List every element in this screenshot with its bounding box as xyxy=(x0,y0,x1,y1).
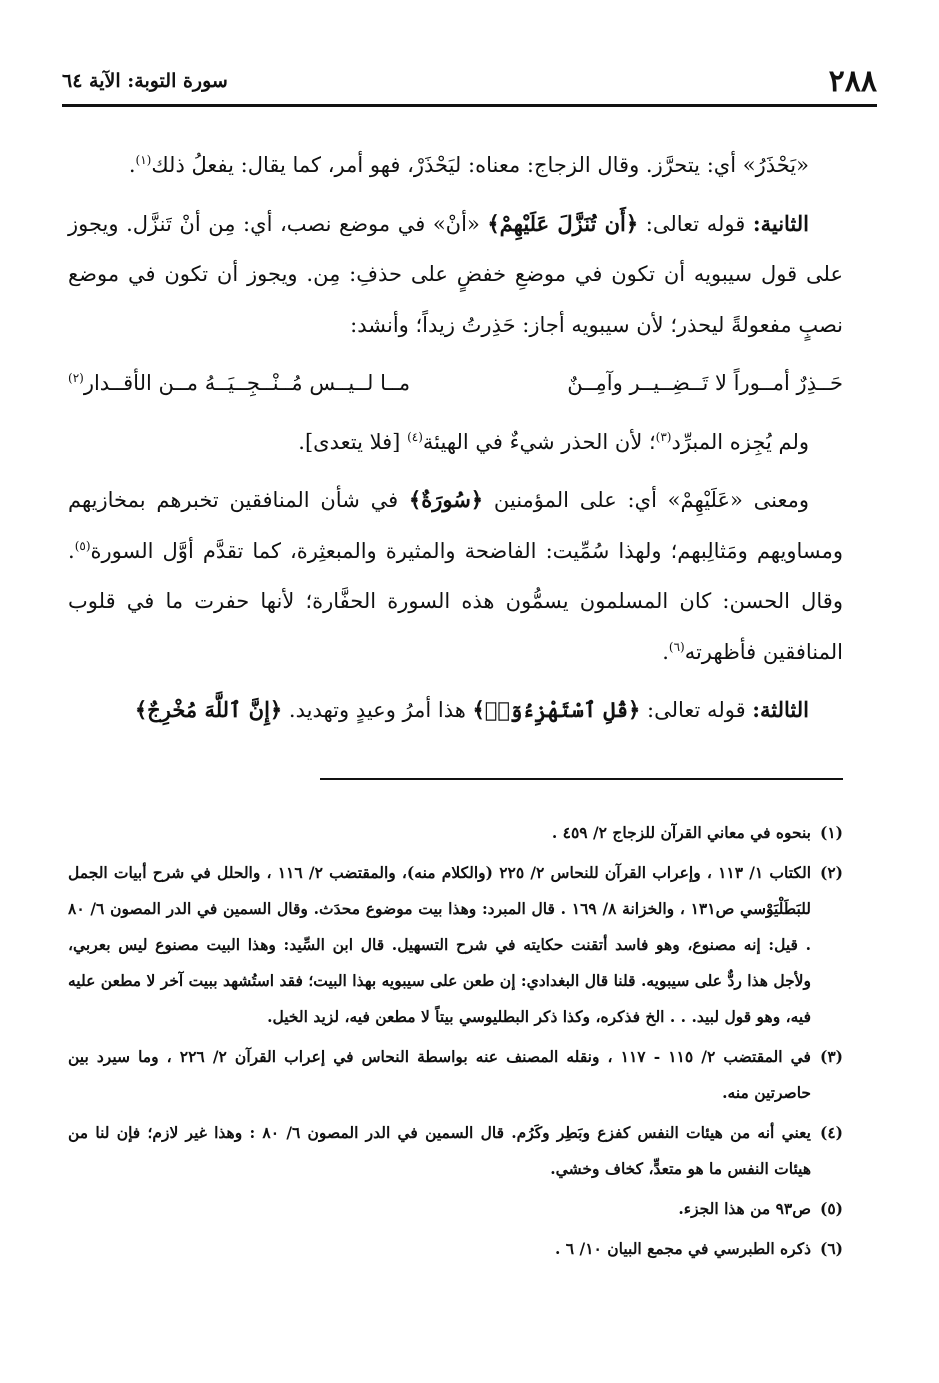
paragraph-3-text-c: [فلا يتعدى]. xyxy=(298,429,408,454)
footnote-text: ذكره الطبرسي في مجمع البيان ١٠/ ٦ . xyxy=(555,1239,811,1258)
header-rule xyxy=(62,104,877,107)
paragraph-4-text-d: . xyxy=(662,639,669,664)
footnote-4 xyxy=(68,1115,843,1187)
footnote-ref-3: (٣) xyxy=(655,429,672,444)
footnote-text: الكتاب ١/ ١١٣ ، وإعراب القرآن للنحاس ٢/ ٢٢٥ (والكلام منه)، والمقتضب ٢/ ١١٦ ، والحلل في شرح أبيات الجمل للبَطَلْيَوْسي ص١٣١ ، والخزانة ٨/ ١٦٩ . قال المبرد: وهذا بيت موضوع محدَث. وقال السمين في الدر المصون ٦/ ٨٠ . قيل: إنه مصنوع، وهو فاسد أتقنت حكايته في شرح التسهيل. قال ابن السِّيد: وهذا البيت مصنوع ليس بعربي، ولأجل هذا ردٌّ على سيبويه. قلنا قال البغدادي: إن طعن على سيبويه بهذا البيت؛ فقد استُشهد ببيت آخر لا مطعن عليه فيه، وهو قول لبيد. . . الخ فذكره، وكذا ذكر البطليوسي بيتاً لا مطعن فيه، لزيد الخيل. xyxy=(68,863,812,1026)
footnote-ref-4: (٤) xyxy=(407,429,423,444)
quran-quote-istahziu: ﴿قُلِ ٱسْتَهْزِءُوٓا۟﴾ xyxy=(472,697,641,722)
page-header xyxy=(62,62,877,108)
paragraph-2-intro: قوله تعالى: xyxy=(638,211,753,236)
footnote-number: (٢) xyxy=(819,863,843,882)
footnote-text: في المقتضب ٢/ ١١٥ - ١١٧ ، ونقله المصنف عنه بواسطة النحاس في إعراب القرآن ٢/ ٢٢٦ ، وما سيرد بين حاصرتين منه. xyxy=(68,1047,811,1102)
footnotes xyxy=(68,815,843,1271)
running-title: سورة التوبة: الآية ٦٤ xyxy=(62,70,228,92)
paragraph-3 xyxy=(68,417,843,468)
paragraph-2-text: «أنْ» في موضع نصب، أي: مِن أنْ تَنزَّل. ويجوز على قول سيبويه أن تكون في موضعِ خفضٍ على حذفِ: مِن. ويجوز أن تكون في موضع نصبٍ مفعولةً ليحذر؛ لأن سيبويه أجاز: حَذِرتُ زيداً؛ وأنشد: xyxy=(68,211,843,337)
paragraph-4-text-a: ومعنى «عَلَيْهِمْ» أي: على المؤمنين xyxy=(483,488,809,512)
main-text xyxy=(68,140,843,744)
footnote-number: (٥) xyxy=(819,1199,843,1218)
paragraph-4 xyxy=(68,475,843,677)
paragraph-5-text: هذا أمرُ وعيدٍ وتهديد. xyxy=(282,698,473,722)
quran-quote-tunazzal: ﴿أَن تُنَزَّلَ عَلَيْهِمْ﴾ xyxy=(487,210,639,236)
paragraph-1-text: «يَحْذَرُ» أي: يتحرَّز. وقال الزجاج: معناه: ليَحْذَرْ، فهو أمر، كما يقال: يفعلُ ذلك xyxy=(151,153,809,177)
paragraph-4-text-c: . وقال الحسن: كان المسلمون يسمُّون هذه السورة الحفَّارة؛ لأنها حفرت ما في قلوب المنافقين فأظهرته xyxy=(68,538,843,664)
verse-second-hemistich-wrap xyxy=(68,358,410,409)
footnote-number: (٣) xyxy=(819,1047,843,1066)
footnote-1 xyxy=(68,815,843,851)
footnote-number: (٤) xyxy=(819,1123,843,1142)
paragraph-1 xyxy=(68,140,843,191)
quran-quote-mukhrij: ﴿إِنَّ ٱللَّهَ مُخْرِجٌ﴾ xyxy=(134,697,283,722)
section-second-label: الثانية: xyxy=(752,210,810,236)
paragraph-5 xyxy=(68,685,843,736)
page-number: ٢٨٨ xyxy=(828,64,877,99)
verse-first-hemistich: حَــذِرٌ أمــوراً لا تَــضِــيــر وآمِــنٌ xyxy=(567,371,843,395)
paragraph-1-end: . xyxy=(128,153,136,177)
paragraph-4-text-b: في شأن المنافقين تخبرهم بمخازيهم ومساويهم ومَثالِبهم؛ ولهذا سُمِّيت: الفاضحة والمثيرة والمبعثِرة، كما تقدَّم أوَّل السورة xyxy=(68,488,843,563)
footnote-text: ص٩٣ من هذا الجزء. xyxy=(678,1199,811,1218)
footnote-2 xyxy=(68,855,843,1035)
paragraph-3-text-a: ولم يُجِزه المبرِّد xyxy=(671,429,809,454)
footnote-text: يعني أنه من هيئات النفس كفزع وبَطِر وكَرُم. قال السمين في الدر المصون ٦/ ٨٠ : وهذا غير لازم؛ فإن لنا من هيئات النفس ما هو متعدٍّ، كخاف وخشي. xyxy=(68,1123,811,1178)
paragraph-5-intro: قوله تعالى: xyxy=(640,698,753,722)
footnote-number: (٦) xyxy=(819,1239,843,1258)
footnote-6 xyxy=(68,1231,843,1267)
footnote-ref-6: (٦) xyxy=(668,639,685,654)
footnote-number: (١) xyxy=(819,823,843,842)
paragraph-2 xyxy=(68,199,843,351)
footnote-ref-2: (٢) xyxy=(68,371,84,385)
footnote-ref-1: (١) xyxy=(135,153,152,167)
footnote-rule xyxy=(320,778,843,780)
poetry-verse xyxy=(68,358,843,409)
verse-second-hemistich: مــا لــيــس مُــنْــجِــيَــهُ مــن الأقــدار xyxy=(83,371,411,395)
footnote-ref-5: (٥) xyxy=(74,538,91,553)
footnote-3 xyxy=(68,1039,843,1111)
quran-quote-surah: ﴿سُورَةٌ﴾ xyxy=(408,487,484,512)
section-third-label: الثالثة: xyxy=(752,697,809,722)
footnote-text: بنحوه في معاني القرآن للزجاج ٢/ ٤٥٩ . xyxy=(551,823,811,842)
paragraph-3-text-b: ؛ لأن الحذر شيءٌ في الهيئة xyxy=(422,429,656,454)
footnote-5 xyxy=(68,1191,843,1227)
